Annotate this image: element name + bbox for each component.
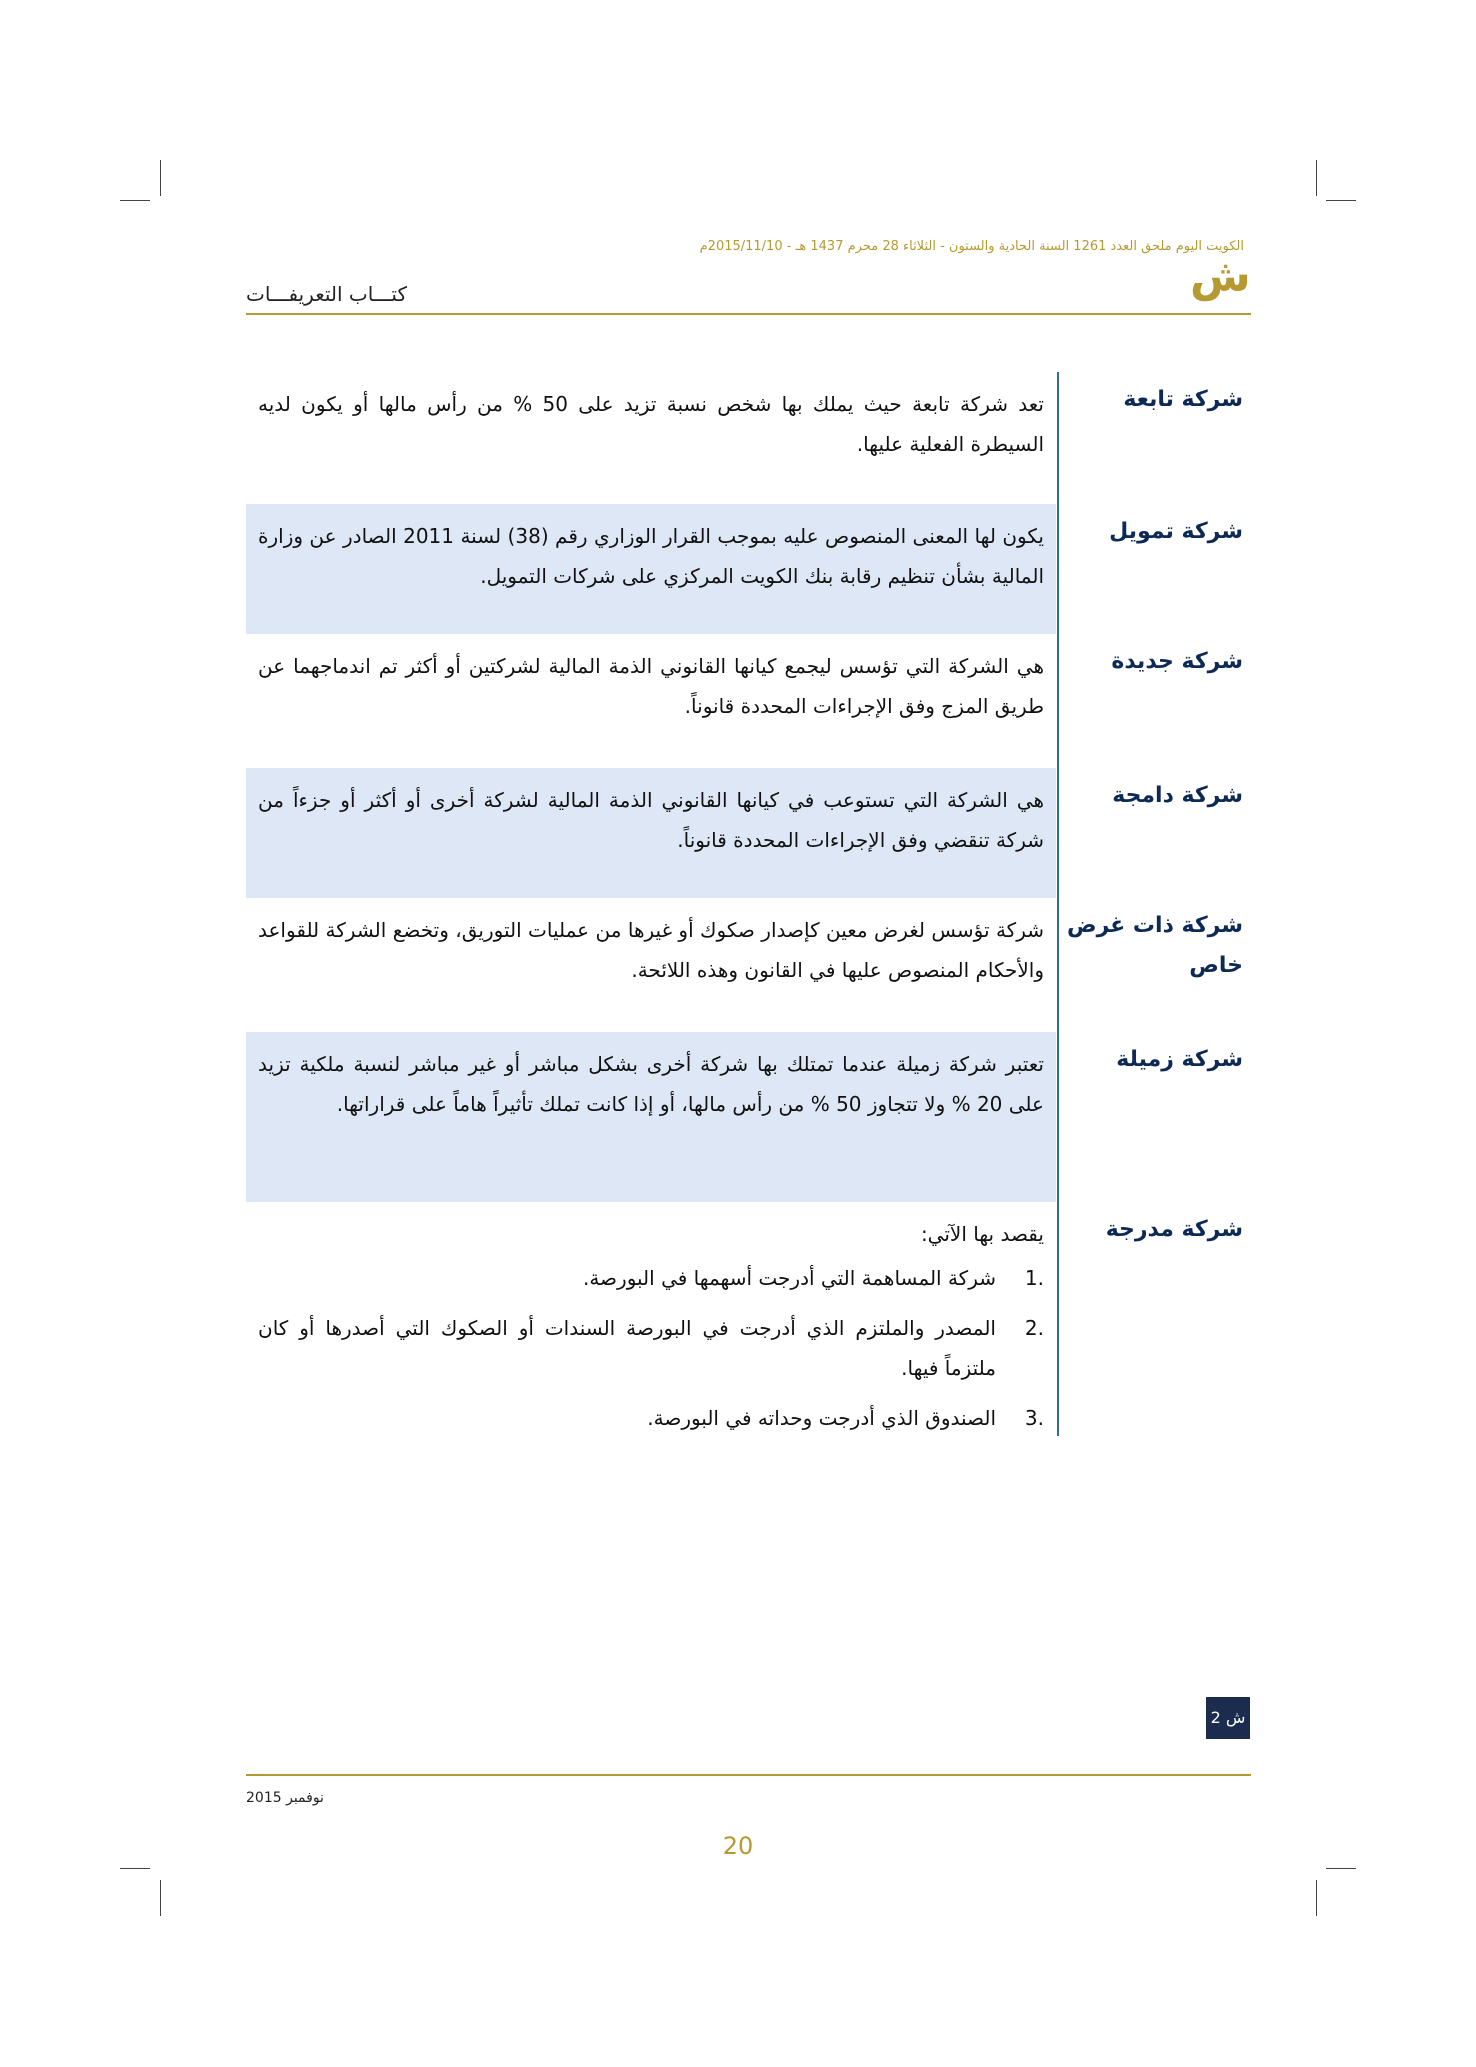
crop-mark xyxy=(160,1880,161,1916)
definition-text: هي الشركة التي تستوعب في كيانها القانوني الذمة المالية لشركة أخرى أو أكثر أو جزءاً من شركة تنقضي وفق الإجراءات المحددة قانوناً. xyxy=(246,768,1056,898)
list-number: 2. xyxy=(1024,1316,1044,1340)
section-letter: ش xyxy=(1190,251,1251,302)
publication-line: الكويت اليوم ملحق العدد 1261 السنة الحادية والستون - الثلاثاء 28 محرم 1437 هـ - 2015/11/10م xyxy=(699,239,1244,254)
list-item xyxy=(258,1308,1044,1388)
crop-mark xyxy=(120,1868,150,1869)
footer-date: نوفمبر 2015 xyxy=(246,1790,324,1806)
definitions-list xyxy=(246,372,1251,1432)
definition-text xyxy=(246,1202,1056,1432)
list-number: 1. xyxy=(1024,1266,1044,1290)
definition-term: شركة زميلة xyxy=(1116,1047,1243,1072)
list-item xyxy=(258,1258,1044,1298)
section-page-badge: ش 2 xyxy=(1206,1697,1250,1739)
definition-text: هي الشركة التي تؤسس ليجمع كيانها القانوني الذمة المالية لشركتين أو أكثر تم اندماجهما عن طريق المزج وفق الإجراءات المحددة قانوناً. xyxy=(258,654,1044,718)
definition-text: تعتبر شركة زميلة عندما تمتلك بها شركة أخرى بشكل مباشر أو غير مباشر لنسبة ملكية تزيد على 20 % ولا تتجاوز 50 % من رأس مالها، أو إذا كانت تملك تأثيراً هاماً على قراراتها. xyxy=(246,1032,1056,1202)
crop-mark xyxy=(1316,160,1317,196)
list-item xyxy=(258,1398,1044,1438)
definition-row xyxy=(246,1202,1251,1432)
definition-term: شركة جديدة xyxy=(1111,649,1243,674)
listed-company-items xyxy=(258,1258,1044,1438)
definition-term: شركة مدرجة xyxy=(1105,1217,1243,1242)
list-text: شركة المساهمة التي أدرجت أسهمها في البورصة. xyxy=(582,1266,996,1290)
crop-mark xyxy=(1326,1868,1356,1869)
crop-mark xyxy=(1326,200,1356,201)
definition-term: شركة تمويل xyxy=(1109,519,1243,544)
definition-row xyxy=(246,768,1251,898)
definition-term: شركة تابعة xyxy=(1123,387,1243,412)
crop-mark xyxy=(1316,1880,1317,1916)
list-text: المصدر والملتزم الذي أدرجت في البورصة السندات أو الصكوك التي أصدرها أو كان ملتزماً فيها. xyxy=(258,1316,996,1380)
footer-rule xyxy=(246,1774,1251,1776)
definition-row xyxy=(246,634,1251,768)
crop-mark xyxy=(160,160,161,196)
page-number: 20 xyxy=(722,1832,754,1860)
list-intro: يقصد بها الآتي: xyxy=(920,1222,1044,1246)
definition-row xyxy=(246,898,1251,1032)
definition-row xyxy=(246,372,1251,504)
book-title: كتـــاب التعريفـــات xyxy=(246,282,407,306)
definition-row xyxy=(246,504,1251,634)
definition-term: شركة دامجة xyxy=(1112,783,1243,808)
list-number: 3. xyxy=(1024,1406,1044,1430)
definition-text: يكون لها المعنى المنصوص عليه بموجب القرار الوزاري رقم (38) لسنة 2011 الصادر عن وزارة المالية بشأن تنظيم رقابة بنك الكويت المركزي على شركات التمويل. xyxy=(246,504,1056,634)
definition-row xyxy=(246,1032,1251,1202)
definition-text: شركة تؤسس لغرض معين كإصدار صكوك أو غيرها من عمليات التوريق، وتخضع الشركة للقواعد والأحكام المنصوص عليها في القانون وهذه اللائحة. xyxy=(258,918,1044,982)
list-text: الصندوق الذي أدرجت وحداته في البورصة. xyxy=(647,1406,996,1430)
definition-text: تعد شركة تابعة حيث يملك بها شخص نسبة تزيد على 50 % من رأس مالها أو يكون لديه السيطرة الفعلية عليها. xyxy=(258,392,1044,456)
header-rule xyxy=(246,313,1251,315)
crop-mark xyxy=(120,200,150,201)
definition-term: شركة ذات غرض خاص xyxy=(1066,913,1243,978)
